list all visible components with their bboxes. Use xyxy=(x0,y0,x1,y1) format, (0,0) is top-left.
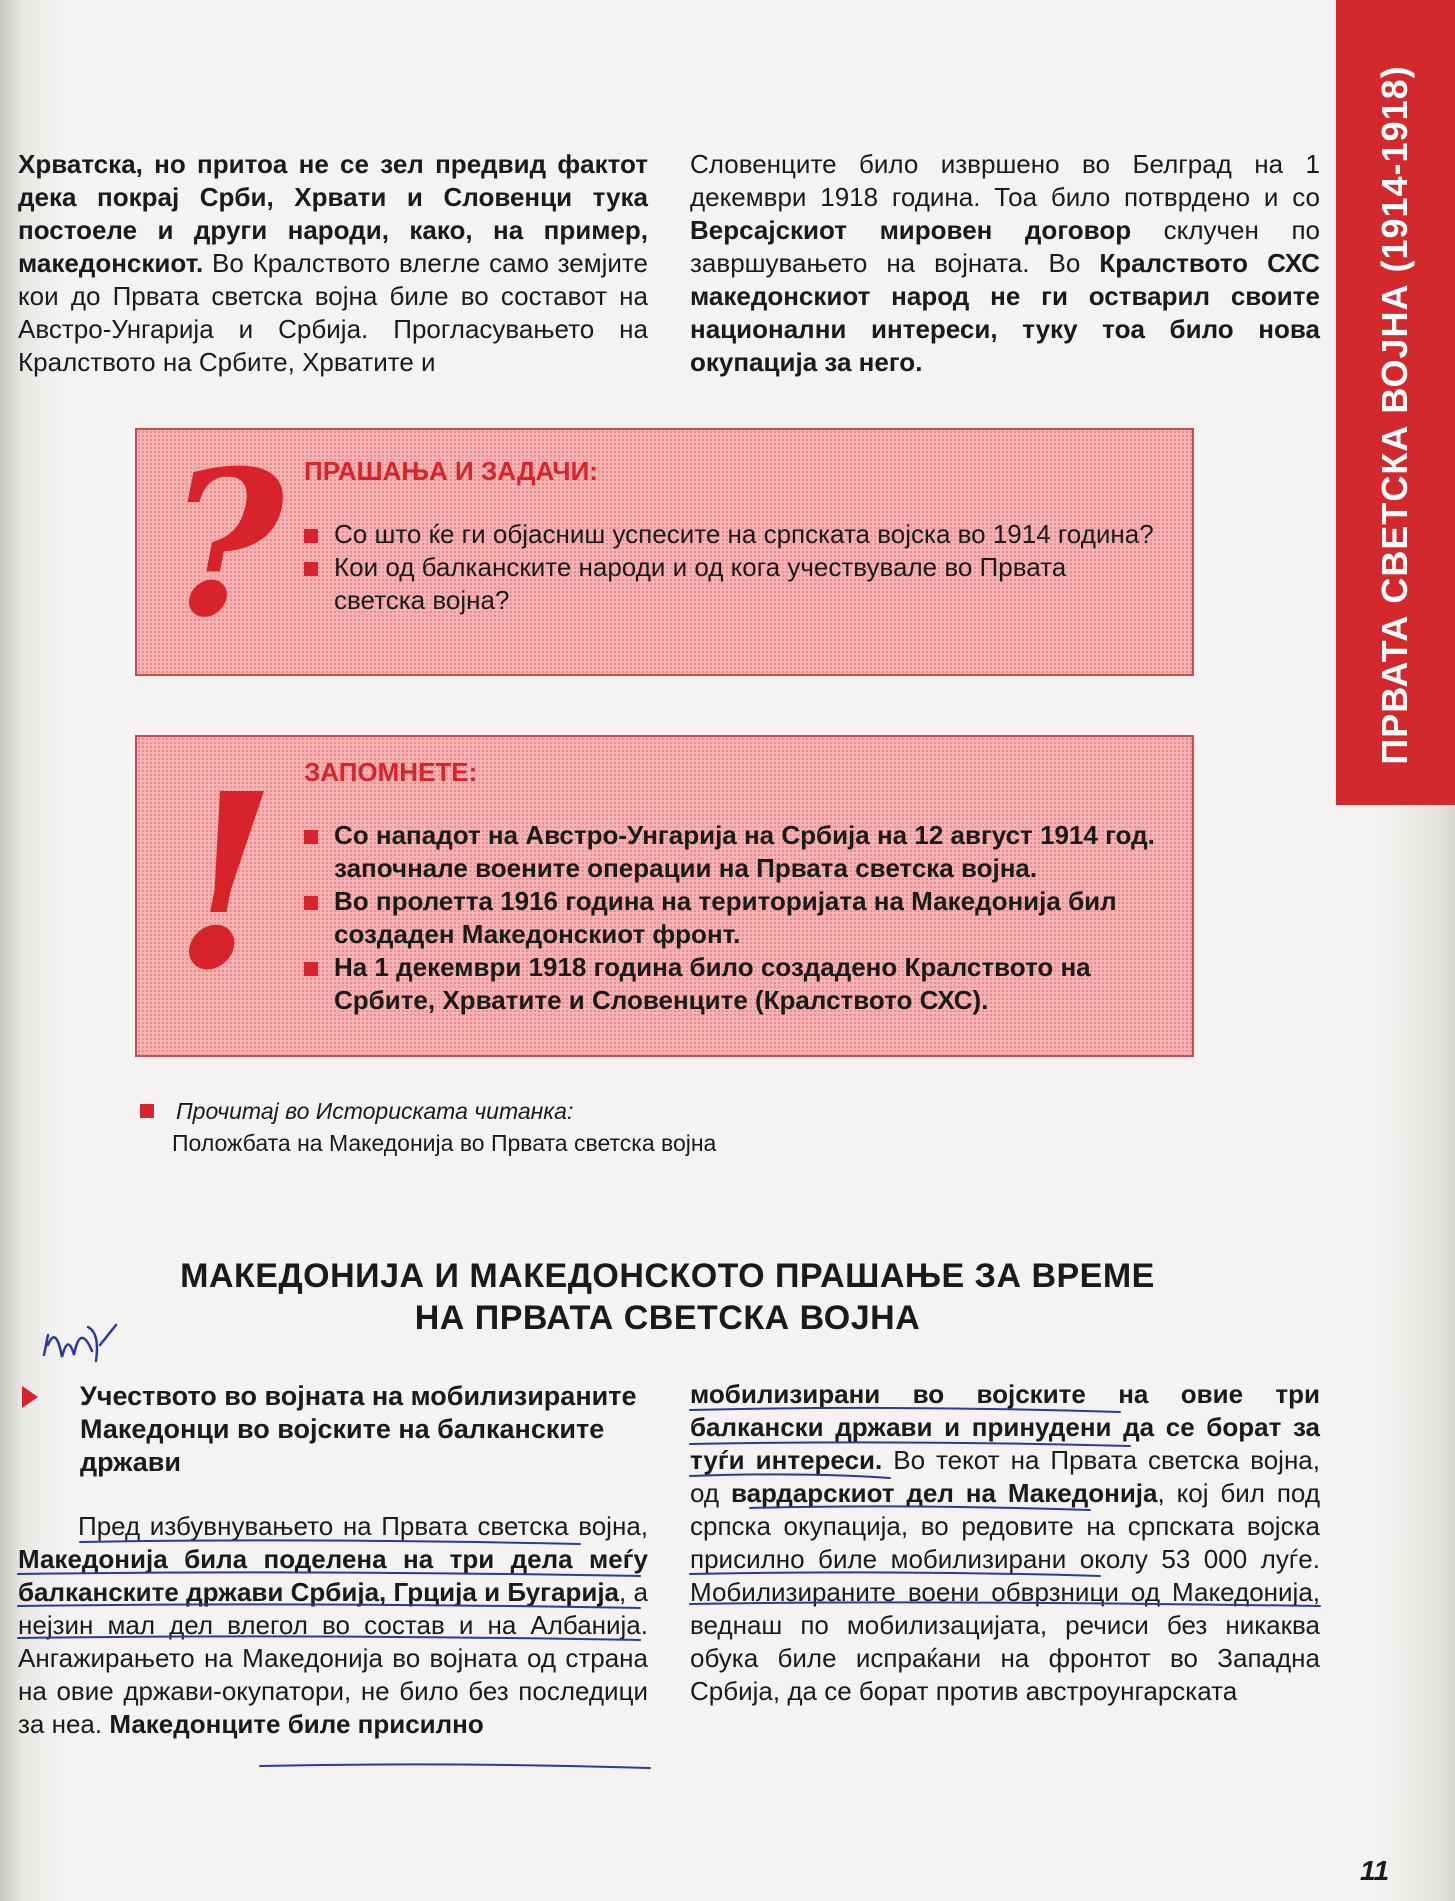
questions-box xyxy=(135,428,1194,676)
handwritten-mark-icon xyxy=(40,1315,120,1370)
bullet-icon xyxy=(304,562,318,576)
text-run: Хрватска, но притоа не се зел предвид фактот дека покрај Срби, Хрвати и Словенци тука постоеле и други народи, како, на пример, македонскиот. xyxy=(18,149,648,278)
bullet-icon xyxy=(304,962,318,976)
text-run: вардарскиот дел на Македонија xyxy=(730,1478,1158,1508)
top-left-paragraph xyxy=(18,148,648,379)
bottom-left-paragraph xyxy=(18,1510,648,1741)
question-mark-icon: ? xyxy=(167,427,285,662)
remember-item: На 1 декември 1918 година било создадено Кралството на Србите, Хрватите и Словенците (Кралството СХС). xyxy=(334,952,1091,1015)
top-right-paragraph xyxy=(690,148,1320,379)
reader-reference-label: Прочитај во Историската читанка: xyxy=(176,1098,574,1124)
questions-heading: ПРАШАЊА И ЗАДАЧИ: xyxy=(304,456,598,486)
question-item: Кои од балканските народи и од кога учествувале во Првата светска војна? xyxy=(334,552,1067,615)
text-run: Македонија била поделена на три дела меѓу балканските држави Србија, Грција и Бугарија xyxy=(18,1544,648,1607)
question-item: Со што ќе ги објасниш успесите на српската војска во 1914 година? xyxy=(334,519,1154,549)
section-title-line: МАКЕДОНИЈА И МАКЕДОНСКОТО ПРАШАЊЕ ЗА ВРЕМЕ xyxy=(180,1257,1155,1295)
text-run: Кралството СХС македонскиот народ не ги остварил своите национални интереси, туку тоа било нова окупација за него. xyxy=(690,248,1320,377)
text-run: склучен по завршувањето на војната. Во xyxy=(690,215,1320,278)
arrow-marker-icon xyxy=(22,1386,38,1408)
remember-heading: ЗАПОМНЕТЕ: xyxy=(304,757,478,787)
remember-item: Во пролетта 1916 година на територијата на Македонија бил создаден Македонскиот фронт. xyxy=(334,886,1117,949)
text-run: Пред избувнувањето на Првата светска војна, xyxy=(78,1511,648,1541)
page-number: 11 xyxy=(1360,1855,1390,1886)
text-run: Версајскиот мировен договор xyxy=(690,215,1132,245)
subsection-heading: Учеството во војната на мобилизираните Македонци во војските на балканските држави xyxy=(80,1381,637,1477)
exclamation-mark-icon: ! xyxy=(172,741,278,1023)
section-title-line: НА ПРВАТА СВЕТСКА ВОЈНА xyxy=(414,1299,921,1337)
bullet-icon xyxy=(304,529,318,543)
text-run: Словенците било извршено во Белград на 1 декември 1918 година. Тоа било потврдено и со xyxy=(690,149,1320,212)
text-run: Македонците биле присилно xyxy=(109,1709,484,1739)
section-title xyxy=(140,1255,1195,1339)
reader-reference xyxy=(140,1095,716,1159)
chapter-side-title: ПРВАТА СВЕТСКА ВОЈНА (1914-1918) xyxy=(1374,65,1415,765)
text-run: , кој бил под српска окупација, во редовите на српската војска присилно биле мобилизирани околу 53 000 луѓе. Мобилизираните воени обврзници од Македонија, веднаш по мобилизацијата, речиси без никаква обука биле испраќани на фронтот во Западна Србија, да се борат против австроунгарската xyxy=(690,1478,1320,1706)
bullet-icon xyxy=(304,896,318,910)
text-run: Во Кралството влегле само земјите кои до Првата светска војна биле во составот на Австро-Унгарија и Србија. Прогласувањето на Кралството на Србите, Хрватите и xyxy=(18,248,648,377)
text-run: , а нејзин мал дел влегол во состав и на Албанија. Ангажирањето на Македонија во војната од страна на овие држави-окупатори, не било без последици за неа. xyxy=(18,1577,648,1739)
text-run: Во текот на Првата светска војна, од xyxy=(690,1445,1320,1508)
bottom-right-paragraph xyxy=(690,1378,1320,1708)
text-run: мобилизирани во војските на овие три балкански држави и принудени да се борат за туѓи интереси. xyxy=(690,1379,1320,1475)
remember-box xyxy=(135,735,1194,1057)
bullet-icon xyxy=(304,830,318,844)
reader-reference-title: Положбата на Македонија во Првата светска војна xyxy=(172,1130,717,1156)
remember-item: Со нападот на Австро-Унгарија на Србија на 12 август 1914 год. започнале воените операции на Првата светска војна. xyxy=(334,820,1155,883)
